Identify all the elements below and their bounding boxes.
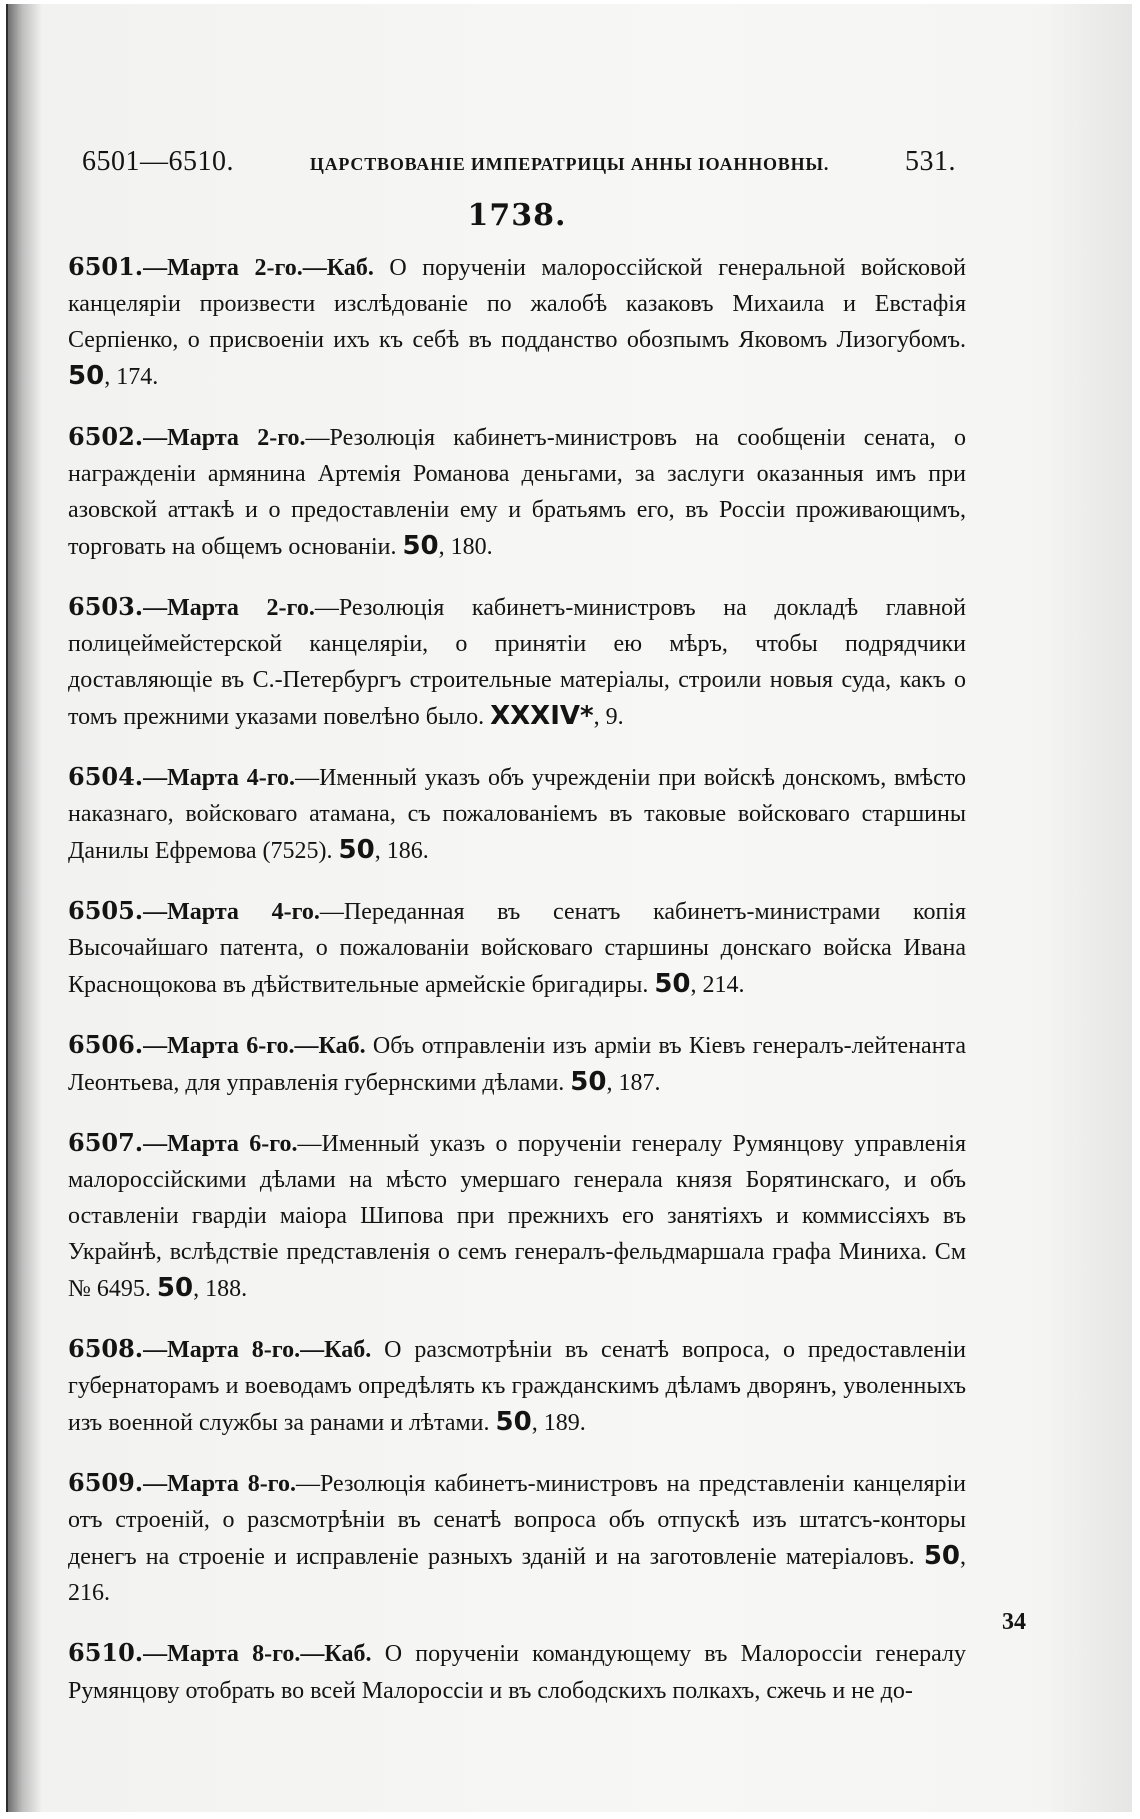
- entry-text: О порученіи командующему въ Малороссіи генералу Румянцову отобрать во всей Малороссіи и въ слободскихъ полкахъ, сжечь и не до-: [68, 1641, 966, 1704]
- entry-6502: [68, 419, 966, 565]
- entry-text: О порученіи малороссійской генеральной войсковой канцеляріи произвести изслѣдованіе по жалобѣ казаковъ Михаила и Евстафія Серпіенко, о присвоеніи ихъ къ себѣ въ подданство обозпымъ Яковомъ Лизогубомъ.: [68, 255, 966, 353]
- source-volume: 50: [68, 361, 105, 391]
- entry-number: 6504.: [68, 762, 144, 791]
- entry-number: 6507.: [68, 1128, 144, 1157]
- source-page: , 187.: [606, 1070, 661, 1096]
- entry-text: —Резолюція кабинетъ-министровъ на представленіи канцеляріи отъ строеній, о разсмотрѣніи въ сенатѣ вопроса объ отпускѣ изъ штатсъ-конторы денегъ на строеніе и исправленіе разныхъ зданій и на заготовленіе матеріаловъ.: [68, 1471, 966, 1570]
- source-volume: 50: [402, 531, 439, 561]
- entry-6510: [68, 1635, 966, 1709]
- entry-number: 6508.: [68, 1334, 144, 1363]
- entry-number: 6509.: [68, 1468, 144, 1497]
- entry-date: —Марта 6-го.: [143, 1131, 298, 1157]
- entry-number: 6506.: [68, 1030, 144, 1059]
- page-number: 531.: [905, 146, 956, 177]
- entry-text: —Именный указъ объ учрежденіи при войскѣ донскомъ, вмѣсто наказнаго, войсковаго атамана, съ пожалованіемъ въ таковые войсковаго старшины Данилы Ефремова (7525).: [68, 765, 967, 864]
- entry-6508: [68, 1331, 966, 1441]
- entry-date: —Марта 8-го.—Каб.: [143, 1337, 372, 1363]
- entry-text: О разсмотрѣніи въ сенатѣ вопроса, о предоставленіи губернаторамъ и воеводамъ опредѣлять къ гражданскимъ дѣламъ дворянъ, уволенныхъ изъ военной службы за ранами и лѣтами.: [68, 1337, 966, 1436]
- source-page: , 180.: [438, 534, 493, 560]
- entry-text: —Резолюція кабинетъ-министровъ на сообщеніи сената, о награжденіи армянина Артемія Романова деньгами, за заслуги оказанныя имъ при азовской аттакѣ и о предоставленіи ему и братьямъ его, въ Россіи проживающимъ, торговать на общемъ основаніи.: [68, 425, 966, 560]
- source-page: , 174.: [104, 364, 159, 390]
- source-page: , 186.: [374, 838, 429, 864]
- entry-6507: [68, 1125, 966, 1307]
- entry-text: Объ отправленіи изъ арміи въ Кіевъ генералъ-лейтенанта Леонтьева, для управленія губернскими дѣлами.: [68, 1033, 966, 1096]
- entry-range: 6501—6510.: [82, 146, 234, 177]
- entry-number: 6501.: [68, 252, 144, 281]
- entry-date: —Марта 2-го.—Каб.: [143, 255, 374, 281]
- entry-number: 6503.: [68, 592, 144, 621]
- entry-date: —Марта 6-го.—Каб.: [143, 1033, 366, 1059]
- entry-number: 6505.: [68, 896, 144, 925]
- source-page: , 189.: [531, 1410, 586, 1436]
- source-volume: 50: [654, 969, 691, 999]
- entry-number: 6502.: [68, 422, 144, 451]
- entry-text: —Переданная въ сенатъ кабинетъ-министрами копія Высочайшаго патента, о пожалованіи войсковаго старшины донскаго войска Ивана Краснощокова въ дѣйствительные армейскіе бригадиры.: [68, 899, 967, 998]
- source-volume: 50: [570, 1067, 607, 1097]
- source-page: , 216.: [68, 1544, 966, 1606]
- source-volume: 50: [338, 835, 375, 865]
- source-volume: 50: [495, 1407, 532, 1437]
- printer-signature-mark: 34: [1002, 1609, 1026, 1635]
- entry-text: —Именный указъ о порученіи генералу Румянцову управленія малороссійскими дѣлами на мѣсто умершаго генерала князя Борятинскаго, и объ оставленіи гвардіи маіора Шипова при прежнихъ его занятіяхъ и коммиссіяхъ въ Украйнѣ, вслѣдствіе представленія о семъ генералъ-фельдмаршала графа Миниха. См № 6495.: [68, 1131, 967, 1302]
- entry-6504: [68, 759, 966, 869]
- entry-date: —Марта 8-го.: [143, 1471, 296, 1497]
- reign-title: ЦАРСТВОВАНІЕ ИМПЕРАТРИЦЫ АННЫ ІОАННОВНЫ.: [309, 154, 830, 174]
- running-head: [68, 146, 966, 178]
- entry-6505: [68, 893, 966, 1003]
- scanned-page: [6, 4, 1132, 1812]
- source-page: , 9.: [593, 704, 624, 730]
- entry-6509: [68, 1465, 966, 1611]
- source-volume: 50: [156, 1273, 194, 1303]
- entry-date: —Марта 4-го.: [143, 899, 320, 925]
- entry-date: —Марта 8-го.—Каб.: [143, 1641, 372, 1667]
- entry-date: —Марта 4-го.: [143, 765, 296, 791]
- entry-number: 6510.: [68, 1638, 144, 1667]
- entry-6503: [68, 589, 966, 735]
- entry-date: —Марта 2-го.: [143, 595, 315, 621]
- page-edge-shadow: [1042, 4, 1132, 1812]
- source-volume: 50: [923, 1541, 960, 1571]
- source-volume: XXXIV*: [490, 701, 594, 731]
- entry-text: —Резолюція кабинетъ-министровъ на докладѣ главной полицеймейстерской канцеляріи, о принятіи ею мѣръ, чтобы подрядчики доставляющіе въ С.-Петербургъ строительные матеріалы, строили новыя суда, какъ о томъ прежними указами повелѣно было.: [68, 595, 966, 730]
- entry-date: —Марта 2-го.: [143, 425, 306, 451]
- year-heading: 1738.: [467, 198, 567, 233]
- entry-6506: [68, 1027, 966, 1101]
- text-column: [68, 146, 966, 1733]
- entry-6501: [68, 249, 966, 395]
- source-page: , 214.: [690, 972, 745, 998]
- source-page: , 188.: [193, 1276, 248, 1302]
